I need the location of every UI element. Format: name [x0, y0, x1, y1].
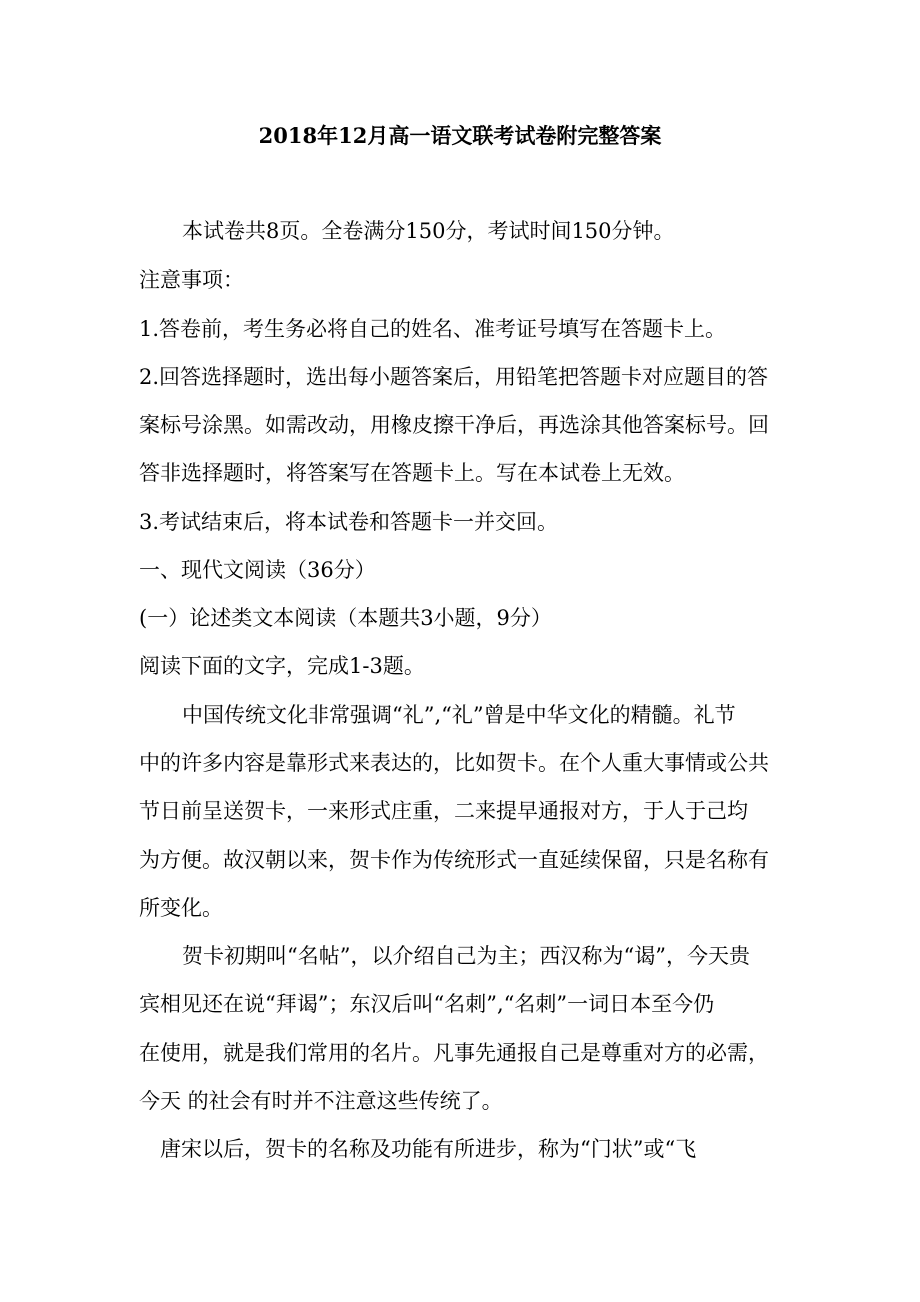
paragraph-1-line-5: 所变化。	[139, 896, 223, 920]
paragraph-2-line-2: 宾相见还在说“拜谒”；东汉后叫“名刺”,“名刺”一词日本至今仍	[139, 992, 715, 1016]
notice-item-2-line-1: 2.回答选择题时，选出每小题答案后，用铅笔把答题卡对应题目的答	[139, 365, 769, 389]
reading-instruction: 阅读下面的文字，完成1-3题。	[139, 654, 425, 678]
paragraph-1-line-4: 为方便。故汉朝以来，贺卡作为传统形式一直延续保留，只是名称有	[139, 848, 769, 872]
paragraph-2-line-1: 贺卡初期叫“名帖”，以介绍自己为主；西汉称为“谒”，今天贵	[182, 944, 750, 968]
paragraph-3-line-1: 唐宋以后，贺卡的名称及功能有所进步，称为“门状”或“飞	[160, 1137, 697, 1161]
paragraph-1-line-2: 中的许多内容是靠形式来表达的，比如贺卡。在个人重大事情或公共	[139, 751, 769, 775]
paragraph-2-line-4: 今天 的社会有时并不注意这些传统了。	[139, 1089, 503, 1113]
paragraph-2-line-3: 在使用，就是我们常用的名片。凡事先通报自己是尊重对方的必需，	[139, 1041, 769, 1065]
paragraph-1-line-1: 中国传统文化非常强调“礼”,“礼”曾是中华文化的精髓。礼节	[182, 703, 736, 727]
notice-item-1: 1.答卷前，考生务必将自己的姓名、准考证号填写在答题卡上。	[139, 317, 727, 341]
exam-intro: 本试卷共8页。全卷满分150分，考试时间150分钟。	[182, 219, 675, 243]
notice-item-3: 3.考试结束后，将本试卷和答题卡一并交回。	[139, 510, 559, 534]
paragraph-1-line-3: 节日前呈送贺卡，一来形式庄重，二来提早通报对方，于人于己均	[139, 799, 748, 823]
page-title: 2018年12月高一语文联考试卷附完整答案	[258, 123, 662, 148]
section-heading: 一、现代文阅读（36分）	[139, 558, 376, 582]
notice-heading: 注意事项：	[139, 268, 244, 292]
notice-item-2-line-3: 答非选择题时，将答案写在答题卡上。写在本试卷上无效。	[139, 461, 685, 485]
subsection-heading: (一）论述类文本阅读（本题共3小题，9分）	[139, 606, 552, 630]
notice-item-2-line-2: 案标号涂黑。如需改动，用橡皮擦干净后，再选涂其他答案标号。回	[139, 413, 769, 437]
